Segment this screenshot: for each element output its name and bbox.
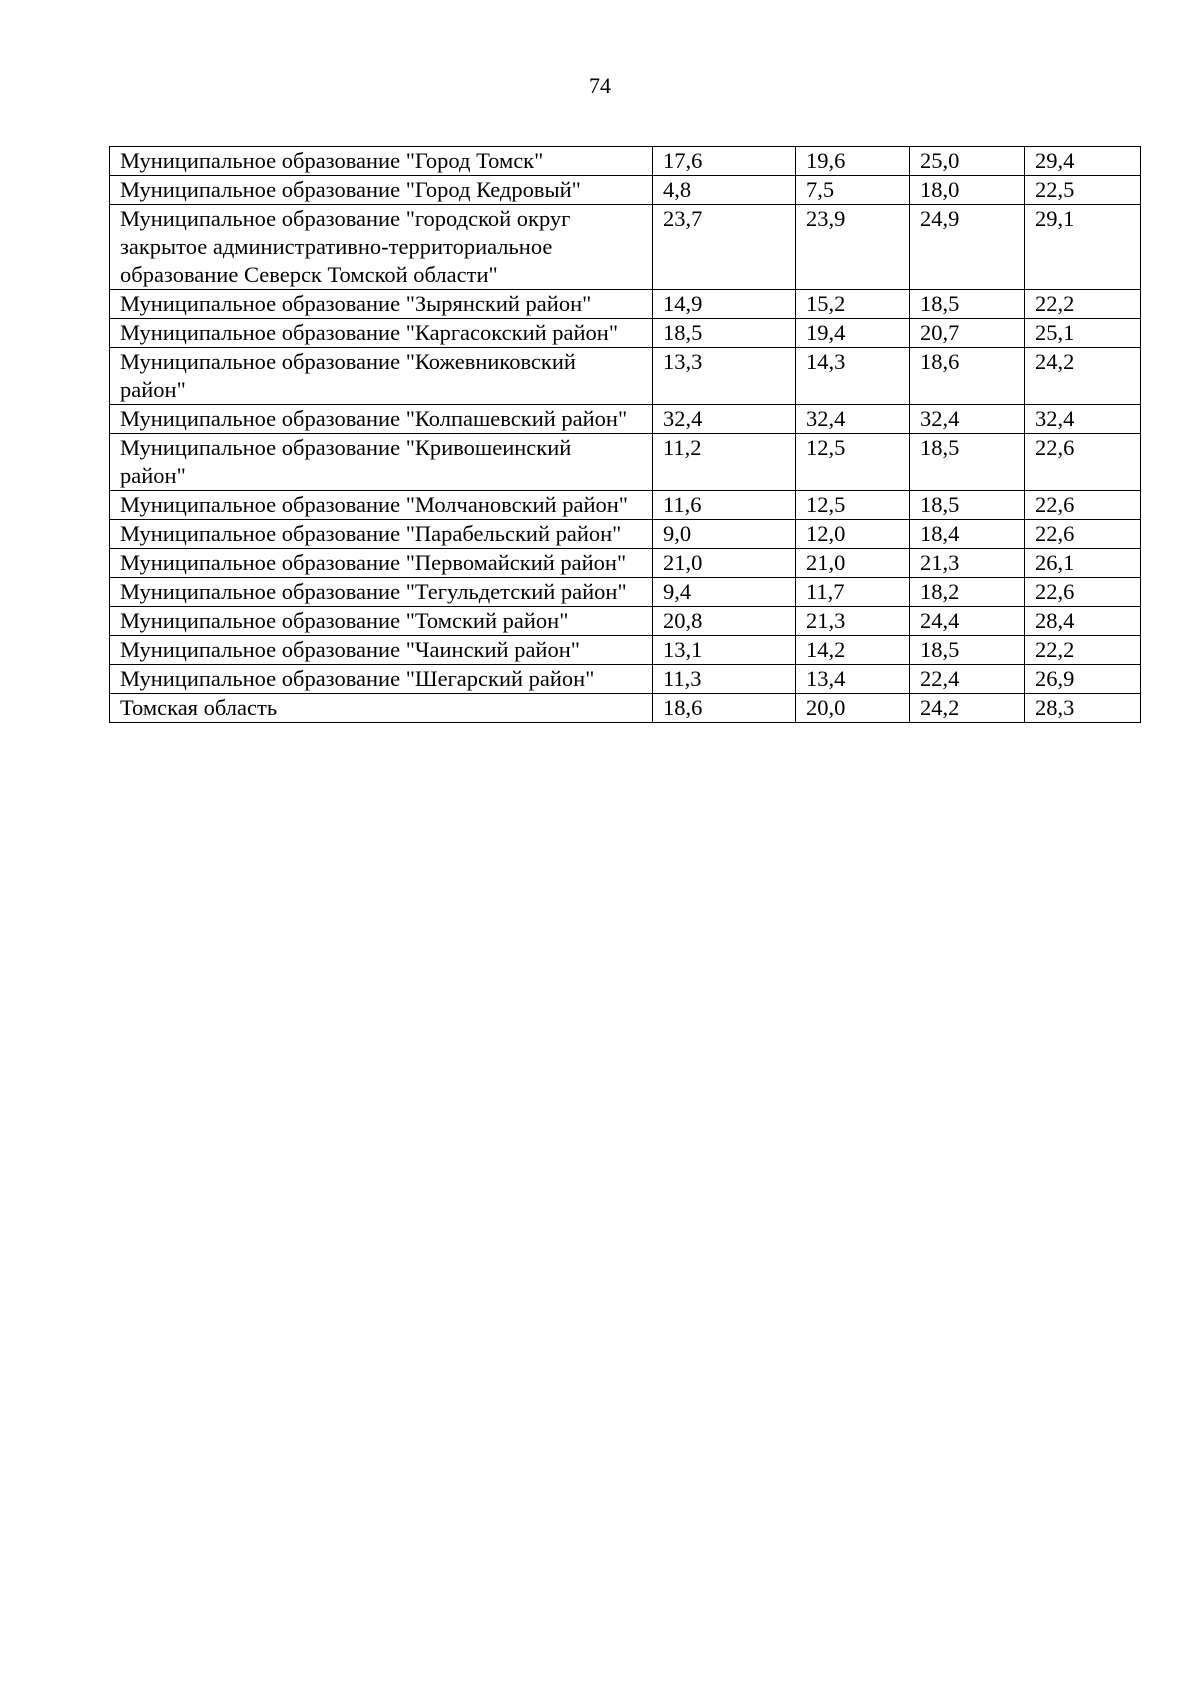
municipality-name: Муниципальное образование "Парабельский район" — [110, 520, 653, 549]
value-cell: 14,2 — [796, 636, 910, 665]
value-cell: 28,4 — [1025, 607, 1141, 636]
value-cell: 22,4 — [910, 665, 1025, 694]
municipality-name: Муниципальное образование "Томский район" — [110, 607, 653, 636]
value-cell: 22,5 — [1025, 176, 1141, 205]
value-cell: 18,5 — [910, 434, 1025, 491]
value-cell: 13,4 — [796, 665, 910, 694]
value-cell: 20,8 — [653, 607, 796, 636]
value-cell: 21,3 — [910, 549, 1025, 578]
value-cell: 11,6 — [653, 491, 796, 520]
value-cell: 21,0 — [796, 549, 910, 578]
municipality-name: Муниципальное образование "Город Томск" — [110, 147, 653, 176]
table-row — [110, 405, 1141, 434]
municipality-name: Муниципальное образование "Зырянский район" — [110, 290, 653, 319]
value-cell: 9,4 — [653, 578, 796, 607]
table-row — [110, 290, 1141, 319]
table-row — [110, 434, 1141, 491]
value-cell: 20,0 — [796, 694, 910, 723]
value-cell: 11,2 — [653, 434, 796, 491]
value-cell: 22,2 — [1025, 290, 1141, 319]
value-cell: 18,5 — [910, 290, 1025, 319]
value-cell: 12,5 — [796, 434, 910, 491]
value-cell: 22,6 — [1025, 491, 1141, 520]
value-cell: 22,6 — [1025, 434, 1141, 491]
value-cell: 11,7 — [796, 578, 910, 607]
municipality-name: Муниципальное образование "Чаинский район" — [110, 636, 653, 665]
value-cell: 18,2 — [910, 578, 1025, 607]
table-row — [110, 578, 1141, 607]
value-cell: 32,4 — [910, 405, 1025, 434]
value-cell: 23,9 — [796, 205, 910, 290]
value-cell: 25,0 — [910, 147, 1025, 176]
value-cell: 21,0 — [653, 549, 796, 578]
value-cell: 17,6 — [653, 147, 796, 176]
value-cell: 32,4 — [653, 405, 796, 434]
municipality-name: Муниципальное образование "Тегульдетский район" — [110, 578, 653, 607]
value-cell: 14,9 — [653, 290, 796, 319]
value-cell: 25,1 — [1025, 319, 1141, 348]
value-cell: 24,2 — [910, 694, 1025, 723]
table-row — [110, 549, 1141, 578]
table-row — [110, 607, 1141, 636]
table-row — [110, 520, 1141, 549]
table-row — [110, 636, 1141, 665]
value-cell: 29,1 — [1025, 205, 1141, 290]
table-row — [110, 147, 1141, 176]
value-cell: 22,2 — [1025, 636, 1141, 665]
municipality-name: Муниципальное образование "Молчановский район" — [110, 491, 653, 520]
value-cell: 12,0 — [796, 520, 910, 549]
value-cell: 18,4 — [910, 520, 1025, 549]
value-cell: 29,4 — [1025, 147, 1141, 176]
table-row — [110, 319, 1141, 348]
municipality-name: Муниципальное образование "Город Кедровый" — [110, 176, 653, 205]
value-cell: 9,0 — [653, 520, 796, 549]
value-cell: 19,4 — [796, 319, 910, 348]
region-name: Томская область — [110, 694, 653, 723]
value-cell: 28,3 — [1025, 694, 1141, 723]
table-row — [110, 348, 1141, 405]
value-cell: 18,0 — [910, 176, 1025, 205]
municipality-name: Муниципальное образование "Каргасокский район" — [110, 319, 653, 348]
value-cell: 32,4 — [796, 405, 910, 434]
value-cell: 13,1 — [653, 636, 796, 665]
municipality-name: Муниципальное образование "Шегарский район" — [110, 665, 653, 694]
municipality-name: Муниципальное образование "Первомайский район" — [110, 549, 653, 578]
value-cell: 18,5 — [653, 319, 796, 348]
value-cell: 18,5 — [910, 491, 1025, 520]
value-cell: 21,3 — [796, 607, 910, 636]
value-cell: 24,4 — [910, 607, 1025, 636]
value-cell: 26,1 — [1025, 549, 1141, 578]
value-cell: 7,5 — [796, 176, 910, 205]
value-cell: 18,5 — [910, 636, 1025, 665]
value-cell: 18,6 — [910, 348, 1025, 405]
page-number: 74 — [589, 73, 611, 98]
value-cell: 26,9 — [1025, 665, 1141, 694]
value-cell: 24,2 — [1025, 348, 1141, 405]
data-table — [109, 146, 1141, 723]
value-cell: 13,3 — [653, 348, 796, 405]
value-cell: 19,6 — [796, 147, 910, 176]
value-cell: 20,7 — [910, 319, 1025, 348]
value-cell: 23,7 — [653, 205, 796, 290]
value-cell: 22,6 — [1025, 520, 1141, 549]
municipality-name: Муниципальное образование "Кожевниковский район" — [110, 348, 653, 405]
table-row — [110, 491, 1141, 520]
municipality-name: Муниципальное образование "городской округ закрытое административно-территориальное образование Северск Томской области" — [110, 205, 653, 290]
table-row — [110, 665, 1141, 694]
table-row-total — [110, 694, 1141, 723]
table-row — [110, 205, 1141, 290]
value-cell: 22,6 — [1025, 578, 1141, 607]
table-row — [110, 176, 1141, 205]
value-cell: 18,6 — [653, 694, 796, 723]
value-cell: 32,4 — [1025, 405, 1141, 434]
value-cell: 4,8 — [653, 176, 796, 205]
value-cell: 15,2 — [796, 290, 910, 319]
value-cell: 24,9 — [910, 205, 1025, 290]
value-cell: 12,5 — [796, 491, 910, 520]
value-cell: 14,3 — [796, 348, 910, 405]
value-cell: 11,3 — [653, 665, 796, 694]
municipality-name: Муниципальное образование "Колпашевский район" — [110, 405, 653, 434]
municipality-name: Муниципальное образование "Кривошеинский район" — [110, 434, 653, 491]
